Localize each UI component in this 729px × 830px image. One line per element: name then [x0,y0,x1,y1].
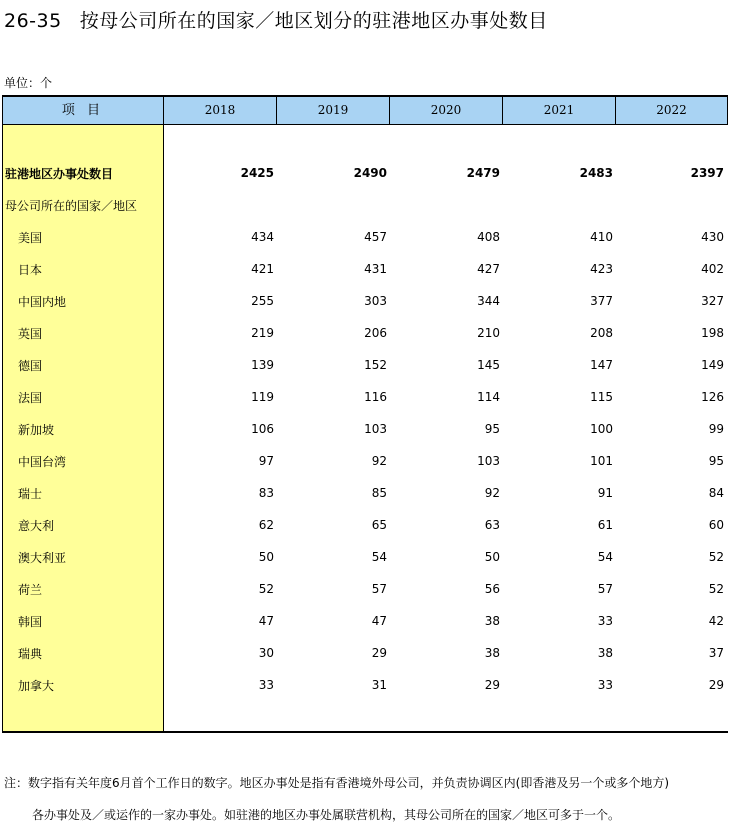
table-row [2,259,728,279]
row-label: 德国 [18,358,43,373]
cell-value: 101 [590,454,613,468]
cell-value: 2483 [579,166,613,180]
row-label: 中国内地 [18,294,67,309]
cell-value: 97 [258,454,274,468]
table-row [2,675,728,695]
cell-value: 92 [371,454,387,468]
cell-value: 421 [251,262,274,276]
row-label: 英国 [18,326,43,341]
table-row [2,643,728,663]
cell-value: 54 [371,550,387,564]
header-item-label: 项 目 [2,97,164,124]
cell-value: 57 [371,582,387,596]
cell-value: 100 [590,422,613,436]
cell-value: 210 [477,326,500,340]
cell-value: 430 [701,230,724,244]
cell-value: 60 [708,518,724,532]
cell-value: 29 [484,678,500,692]
cell-value: 56 [484,582,500,596]
cell-value: 50 [258,550,274,564]
row-label: 美国 [18,230,43,245]
cell-value: 145 [477,358,500,372]
table-row [2,291,728,311]
cell-value: 2479 [466,166,500,180]
subheading-label: 母公司所在的国家／地区 [5,198,138,213]
cell-value: 47 [258,614,274,628]
row-label: 韩国 [18,614,43,629]
cell-value: 95 [708,454,724,468]
table-row [2,387,728,407]
cell-value: 408 [477,230,500,244]
cell-value: 119 [251,390,274,404]
row-label: 瑞典 [18,646,43,661]
cell-value: 54 [597,550,613,564]
cell-value: 29 [708,678,724,692]
cell-value: 37 [708,646,724,660]
cell-value: 30 [258,646,274,660]
row-label: 日本 [18,262,43,277]
table-row [2,483,728,503]
header-year: 2022 [616,97,728,124]
cell-value: 84 [708,486,724,500]
table-row [2,419,728,439]
cell-value: 427 [477,262,500,276]
cell-value: 126 [701,390,724,404]
cell-value: 149 [701,358,724,372]
page-title [4,6,548,33]
cell-value: 457 [364,230,387,244]
cell-value: 106 [251,422,274,436]
cell-value: 103 [364,422,387,436]
cell-value: 38 [484,614,500,628]
cell-value: 402 [701,262,724,276]
table-bottom-border [2,731,728,733]
cell-value: 208 [590,326,613,340]
cell-value: 61 [597,518,613,532]
cell-value: 344 [477,294,500,308]
cell-value: 303 [364,294,387,308]
row-label: 瑞士 [18,486,43,501]
table-row [2,515,728,535]
table-title: 按母公司所在的国家／地区划分的驻港地区办事处数目 [79,10,548,32]
cell-value: 29 [371,646,387,660]
table-row [2,355,728,375]
unit-label: 单位：个 [4,76,53,90]
cell-value: 33 [258,678,274,692]
cell-value: 38 [484,646,500,660]
row-label: 意大利 [18,518,55,533]
table-row [2,547,728,567]
cell-value: 116 [364,390,387,404]
row-label: 中国台湾 [18,454,67,469]
cell-value: 38 [597,646,613,660]
cell-value: 434 [251,230,274,244]
cell-value: 147 [590,358,613,372]
cell-value: 85 [371,486,387,500]
footnote-line-1: 注：数字指有关年度6月首个工作日的数字。地区办事处是指有香港境外母公司，并负责协调区内(即香港及另一个或多个地方) [4,776,670,790]
cell-value: 83 [258,486,274,500]
table-row [2,611,728,631]
footnote-line-2: 各办事处及／或运作的一家办事处。如驻港的地区办事处属联营机构，其母公司所在的国家／地区可多于一个。 [32,808,621,822]
row-label: 驻港地区办事处数目 [5,166,114,181]
cell-value: 65 [371,518,387,532]
cell-value: 47 [371,614,387,628]
cell-value: 91 [597,486,613,500]
cell-value: 377 [590,294,613,308]
cell-value: 114 [477,390,500,404]
cell-value: 33 [597,614,613,628]
table-row [2,451,728,471]
table-row [2,323,728,343]
cell-value: 219 [251,326,274,340]
row-label: 法国 [18,390,43,405]
row-label: 加拿大 [18,678,55,693]
cell-value: 206 [364,326,387,340]
cell-value: 152 [364,358,387,372]
cell-value: 327 [701,294,724,308]
row-label: 新加坡 [18,422,55,437]
cell-value: 2425 [240,166,274,180]
cell-value: 99 [708,422,724,436]
table-header [2,95,728,125]
cell-value: 33 [597,678,613,692]
data-table [2,95,728,733]
row-label: 澳大利亚 [18,550,67,565]
cell-value: 410 [590,230,613,244]
cell-value: 2397 [690,166,724,180]
header-year: 2019 [277,97,390,124]
cell-value: 52 [708,582,724,596]
table-row [2,227,728,247]
header-year: 2020 [390,97,503,124]
cell-value: 95 [484,422,500,436]
cell-value: 103 [477,454,500,468]
total-row [2,163,728,183]
cell-value: 431 [364,262,387,276]
table-row [2,579,728,599]
cell-value: 255 [251,294,274,308]
header-year: 2018 [164,97,277,124]
cell-value: 52 [258,582,274,596]
cell-value: 115 [590,390,613,404]
row-label: 荷兰 [18,582,43,597]
cell-value: 31 [371,678,387,692]
cell-value: 42 [708,614,724,628]
cell-value: 198 [701,326,724,340]
cell-value: 2490 [353,166,387,180]
header-year: 2021 [503,97,616,124]
cell-value: 62 [258,518,274,532]
cell-value: 52 [708,550,724,564]
cell-value: 63 [484,518,500,532]
cell-value: 50 [484,550,500,564]
subheading-row [2,195,728,215]
table-number: 26-35 [4,10,62,32]
cell-value: 423 [590,262,613,276]
cell-value: 92 [484,486,500,500]
cell-value: 139 [251,358,274,372]
cell-value: 57 [597,582,613,596]
